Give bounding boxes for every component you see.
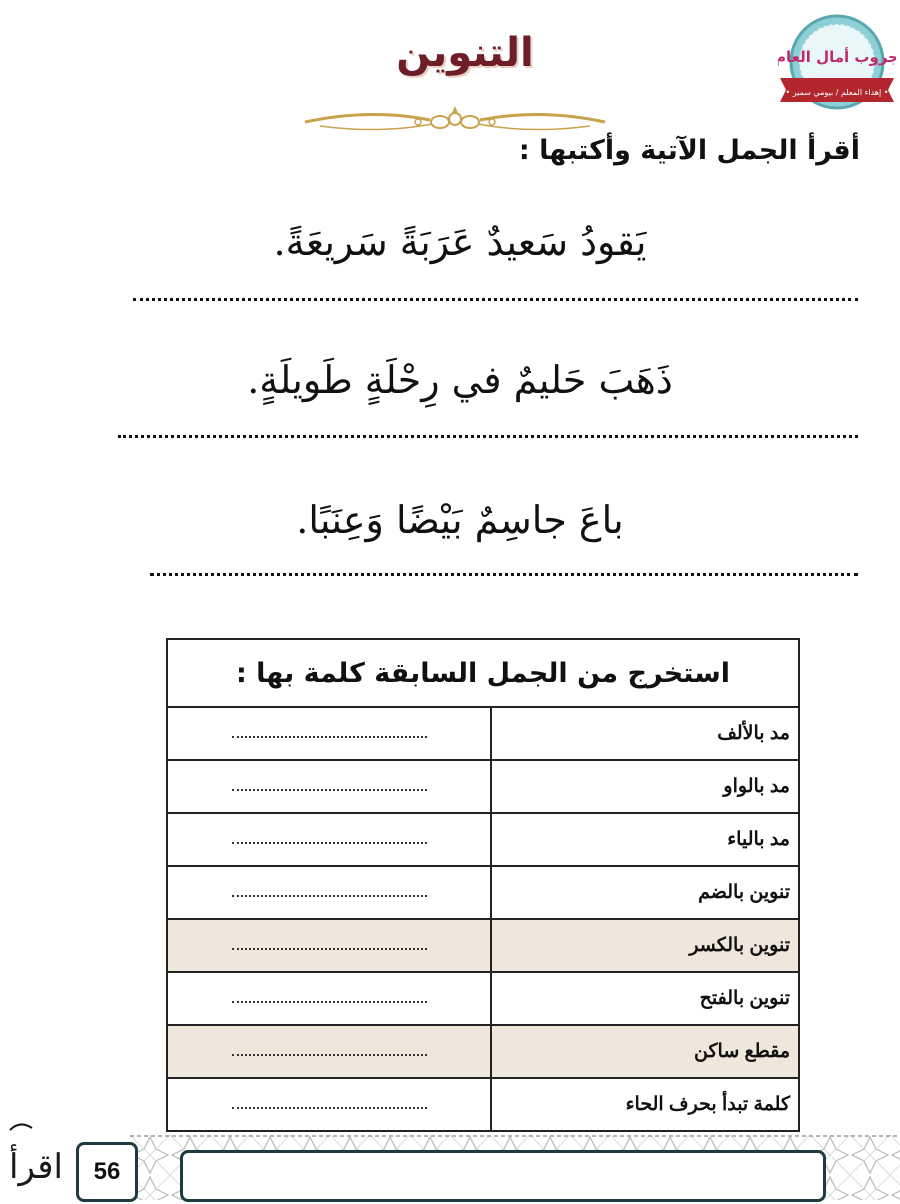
row-label: مد بالياء xyxy=(727,829,790,850)
answer-cell[interactable] xyxy=(168,1079,492,1130)
table-row xyxy=(168,867,798,920)
sentence-1: يَقودُ سَعيدٌ عَرَبَةً سَريعَةً. xyxy=(273,220,647,264)
table-row xyxy=(168,761,798,814)
table-row xyxy=(168,814,798,867)
row-label: تنوين بالكسر xyxy=(492,920,798,971)
footer-name-field[interactable] xyxy=(180,1150,826,1202)
answer-cell[interactable] xyxy=(168,708,492,759)
sentence-2: ذَهَبَ حَليمٌ في رِحْلَةٍ طَويلَةٍ. xyxy=(247,358,673,402)
answer-cell[interactable] xyxy=(168,867,492,918)
row-label: مقطع ساكن xyxy=(492,1026,798,1077)
calligraphy-mark xyxy=(0,1110,72,1200)
logo xyxy=(778,12,896,112)
answer-cell[interactable] xyxy=(168,761,492,812)
logo-ribbon-text: • إهداء المعلم / بيومي سمير • xyxy=(785,88,889,97)
instruction-text: أقرأ الجمل الآتية وأكتبها : xyxy=(518,135,860,166)
logo-text: جروب أمال العام xyxy=(778,48,896,66)
answer-cell[interactable] xyxy=(168,920,492,971)
row-label: تنوين بالضم xyxy=(698,882,790,903)
page-title: التنوين xyxy=(396,30,534,76)
answer-cell[interactable] xyxy=(168,1026,492,1077)
table-row xyxy=(168,708,798,761)
writing-line-3[interactable] xyxy=(150,573,858,576)
sentence-3: باعَ جاسِمٌ بَيْضًا وَعِنَبًا. xyxy=(296,498,624,542)
table-row xyxy=(168,1026,798,1079)
extraction-table xyxy=(166,638,800,1132)
row-label: تنوين بالفتح xyxy=(699,988,790,1009)
table-row xyxy=(168,973,798,1026)
table-heading: استخرج من الجمل السابقة كلمة بها : xyxy=(168,640,798,708)
writing-line-1[interactable] xyxy=(133,298,858,301)
calligraphy-text: اقرأ xyxy=(9,1147,63,1187)
writing-line-2[interactable] xyxy=(118,435,858,438)
row-label: مد بالألف xyxy=(717,723,790,744)
answer-cell[interactable] xyxy=(168,973,492,1024)
row-label: كلمة تبدأ بحرف الحاء xyxy=(625,1094,790,1115)
row-label: مد بالواو xyxy=(723,776,790,797)
answer-cell[interactable] xyxy=(168,814,492,865)
table-row xyxy=(168,1079,798,1130)
table-row xyxy=(168,920,798,973)
page-number: 56 xyxy=(76,1142,138,1202)
